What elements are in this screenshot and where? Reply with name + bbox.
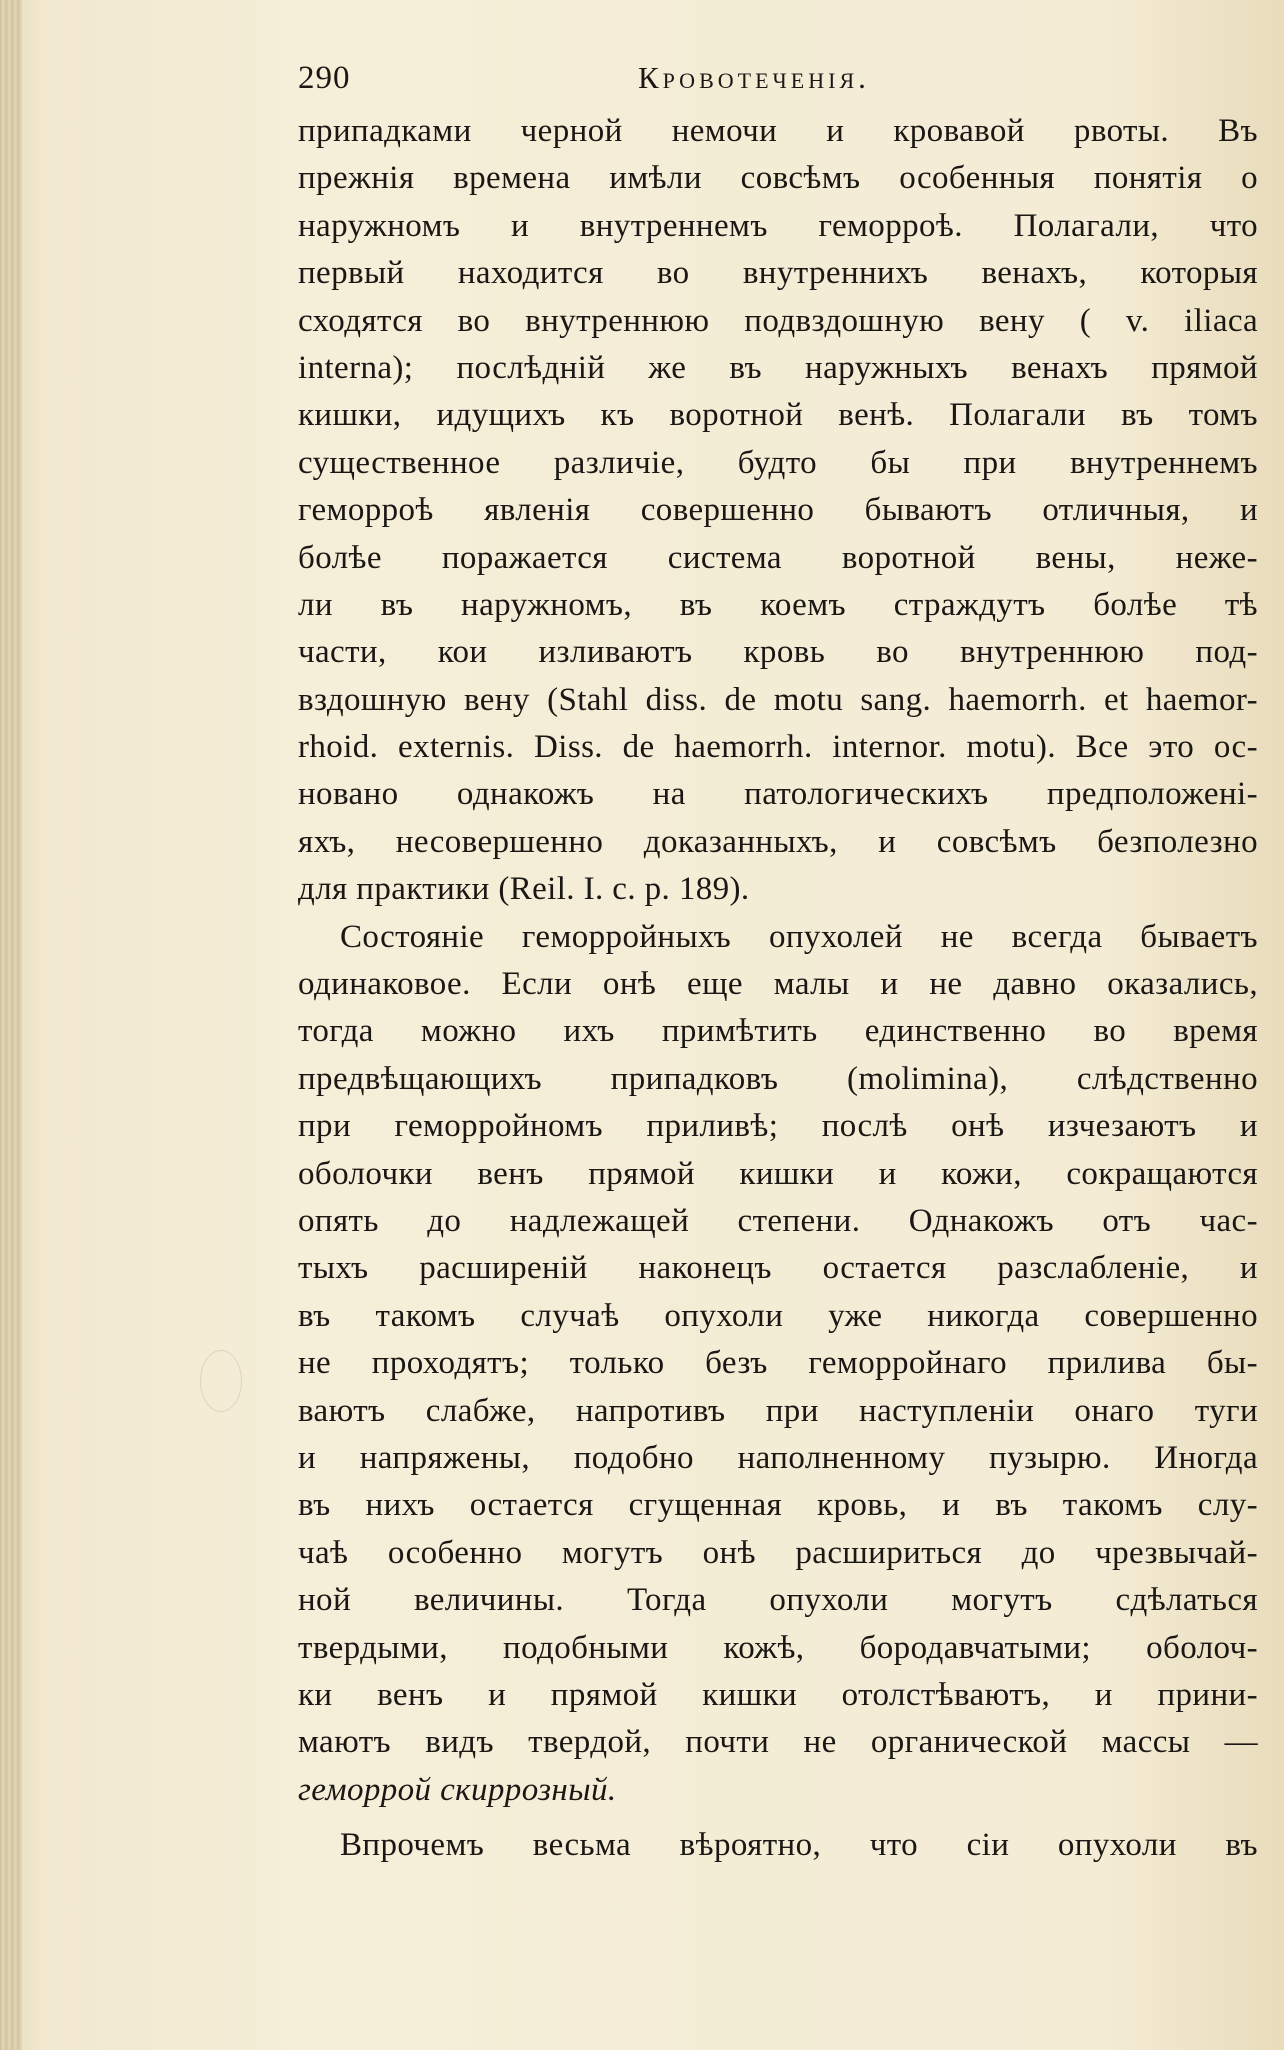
text-line: предвѣщающихъ припадковъ (molimina), слѣдственно — [298, 1060, 1258, 1097]
text-line: наружномъ и внутреннемъ геморроѣ. Полагали, что — [298, 207, 1258, 244]
paragraph-3 — [298, 1822, 1258, 1869]
text-line: одинаковое. Если онѣ еще малы и не давно оказались, — [298, 966, 1258, 1003]
text-line: тогда можно ихъ примѣтить единственно во время — [298, 1013, 1258, 1050]
text-line: геморрой скиррозный. — [298, 1771, 617, 1808]
text-line: для практики (Reil. I. c. p. 189). — [298, 871, 750, 908]
text-line: ной величины. Тогда опухоли могутъ сдѣлаться — [298, 1582, 1258, 1619]
text-line: яхъ, несовершенно доказанныхъ, и совсѣмъ безполезно — [298, 823, 1258, 860]
text-line: ки венъ и прямой кишки отолстѣваютъ, и прини- — [298, 1676, 1258, 1713]
page-edge — [0, 0, 22, 2050]
paper-stain — [200, 1350, 242, 1412]
text-line: опять до надлежащей степени. Однакожъ отъ час- — [298, 1202, 1258, 1239]
text-line: Впрочемъ весьма вѣроятно, что сіи опухоли въ — [340, 1827, 1258, 1864]
text-line: при геморройномъ приливѣ; послѣ онѣ изчезаютъ и — [298, 1108, 1258, 1145]
text-line: маютъ видъ твердой, почти не органической массы — — [298, 1724, 1258, 1761]
text-line: и напряжены, подобно наполненному пузырю. Иногда — [298, 1439, 1258, 1476]
text-line: въ нихъ остается сгущенная кровь, и въ такомъ слу- — [298, 1487, 1258, 1524]
text-line: въ такомъ случаѣ опухоли уже никогда совершенно — [298, 1297, 1258, 1334]
text-line: Состояніе геморройныхъ опухолей не всегда бываетъ — [340, 918, 1258, 955]
text-line: части, кои изливаютъ кровь во внутреннюю под- — [298, 634, 1258, 671]
text-line: припадками черной немочи и кровавой рвоты. Въ — [298, 113, 1258, 149]
text-line: твердыми, подобными кожѣ, бородавчатыми; оболоч- — [298, 1629, 1258, 1666]
text-line: interna); послѣдній же въ наружныхъ венахъ прямой — [298, 349, 1258, 386]
text-line: тыхъ расширеній наконецъ остается разслабленіе, и — [298, 1250, 1258, 1287]
text-line: болѣе поражается система воротной вены, неже- — [298, 539, 1258, 576]
text-line: первый находится во внутреннихъ венахъ, которыя — [298, 255, 1258, 292]
text-line: не проходятъ; только безъ геморройнаго прилива бы- — [298, 1345, 1258, 1382]
text-line: прежнія времена имѣли совсѣмъ особенныя понятія о — [298, 160, 1258, 197]
running-head — [298, 60, 938, 104]
text-line: вздошную вену (Stahl diss. de motu sang. haemorrh. et haemor- — [298, 681, 1258, 718]
text-line: сходятся во внутреннюю подвздошную вену ( v. iliaca — [298, 302, 1258, 339]
text-line: оболочки венъ прямой кишки и кожи, сокращаются — [298, 1155, 1258, 1192]
text-line: ли въ наружномъ, въ коемъ страждутъ болѣе тѣ — [298, 586, 1258, 623]
text-line: новано однакожъ на патологическихъ предположені- — [298, 776, 1258, 813]
text-line: ваютъ слабже, напротивъ при наступленіи онаго туги — [298, 1392, 1258, 1429]
text-line: геморроѣ явленія совершенно бываютъ отличныя, и — [298, 492, 1258, 529]
paragraph-1 — [298, 108, 1258, 914]
body-text — [298, 108, 1258, 1869]
page-number: 290 — [298, 60, 351, 96]
text-line: чаѣ особенно могутъ онѣ расшириться до чрезвычай- — [298, 1534, 1258, 1571]
text-line: существенное различіе, будто бы при внутреннемъ — [298, 444, 1258, 481]
text-line: кишки, идущихъ къ воротной венѣ. Полагали въ томъ — [298, 397, 1258, 434]
paragraph-2 — [298, 914, 1258, 1814]
chapter-title: Кровотеченія. — [638, 60, 870, 95]
text-line: rhoid. externis. Diss. de haemorrh. internor. motu). Все это ос- — [298, 729, 1258, 766]
